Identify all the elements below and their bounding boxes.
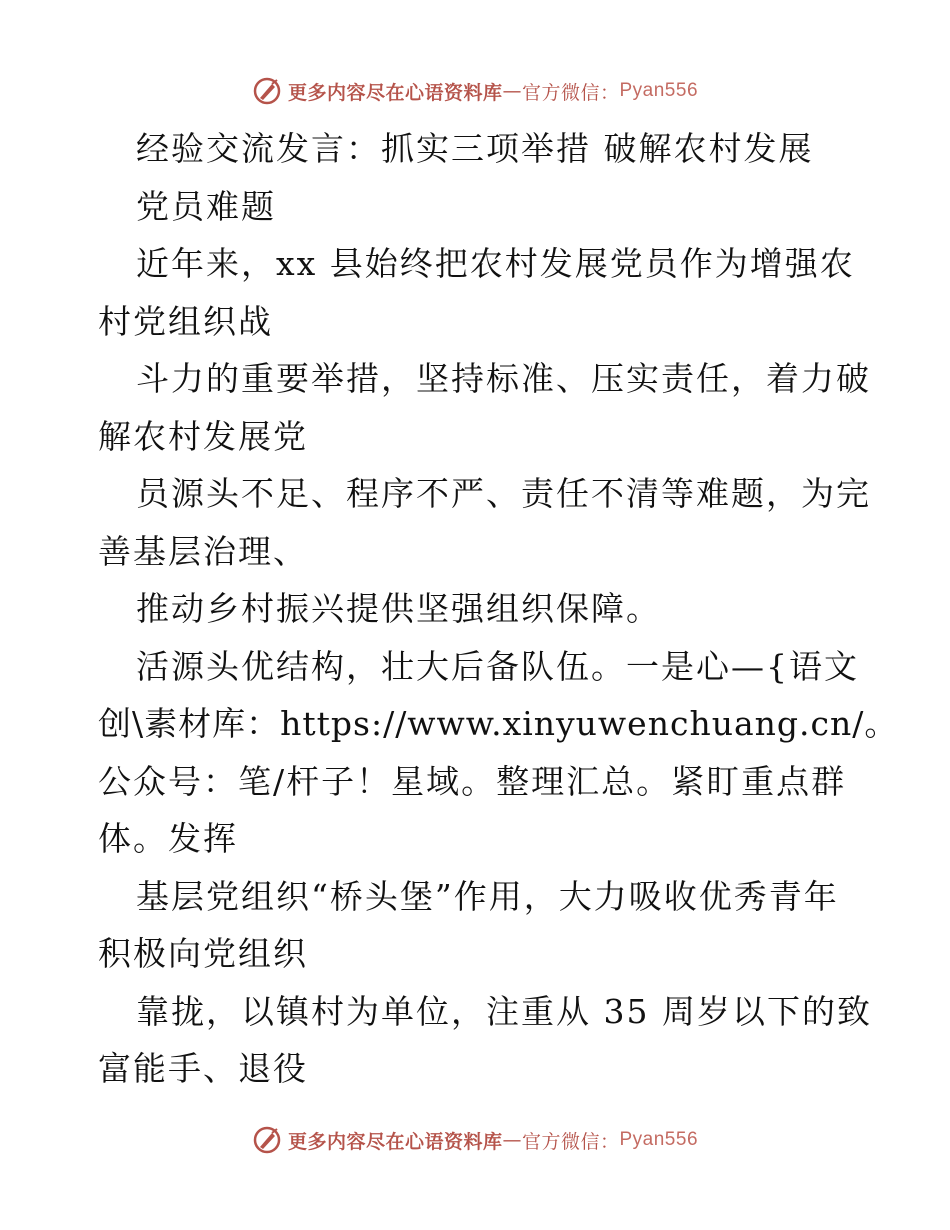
banner-wechat-id: Pyan556 (619, 80, 699, 101)
paragraph-line: 村党组织战 (98, 301, 273, 341)
quill-logo-icon (252, 76, 282, 106)
header-banner (0, 71, 950, 111)
paragraph-line: 斗力的重要举措，坚持标准、压实责任，着力破 (136, 359, 871, 398)
title-line-2: 党员难题 (136, 186, 276, 226)
banner-wechat-label: 官方微信： (521, 81, 620, 104)
banner-dash: — (502, 80, 522, 102)
footer-banner (0, 1120, 950, 1160)
banner-title: 更多内容尽在心语资料库 (287, 81, 503, 104)
title-line-1: 经验交流发言：抓实三项举措 破解农村发展 (136, 129, 814, 168)
paragraph-line: 积极向党组织 (98, 934, 308, 973)
paragraph-line: 推动乡村振兴提供坚强组织保障。 (136, 589, 661, 628)
paragraph-line: 近年来，xx 县始终把农村发展党员作为增强农 (136, 244, 855, 283)
quill-logo-icon (252, 1125, 282, 1155)
paragraph-line: 基层党组织“桥头堡”作用，大力吸收优秀青年 (136, 876, 839, 916)
paragraph-line: 解农村发展党 (98, 416, 308, 456)
banner-dash: — (502, 1129, 522, 1151)
paragraph-line: 善基层治理、 (98, 531, 308, 571)
banner-title: 更多内容尽在心语资料库 (287, 1130, 503, 1153)
paragraph-line: 活源头优结构，壮大后备队伍。一是心—{语文 (136, 646, 859, 686)
paragraph-line: 公众号：笔/杆子！星域。整理汇总。紧盯重点群 (98, 761, 847, 801)
document-body (98, 120, 899, 1098)
paragraph-line: 富能手、退役 (98, 1049, 308, 1088)
paragraph-line: 体。发挥 (98, 819, 238, 858)
paragraph-line: 创\素材库：https://www.xinyuwenchuang.cn/。 (98, 704, 899, 743)
banner-wechat-id: Pyan556 (619, 1129, 699, 1150)
paragraph-line: 靠拢，以镇村为单位，注重从 35 周岁以下的致 (136, 991, 872, 1031)
paragraph-line: 员源头不足、程序不严、责任不清等难题，为完 (136, 474, 871, 513)
banner-wechat-label: 官方微信： (521, 1130, 620, 1153)
